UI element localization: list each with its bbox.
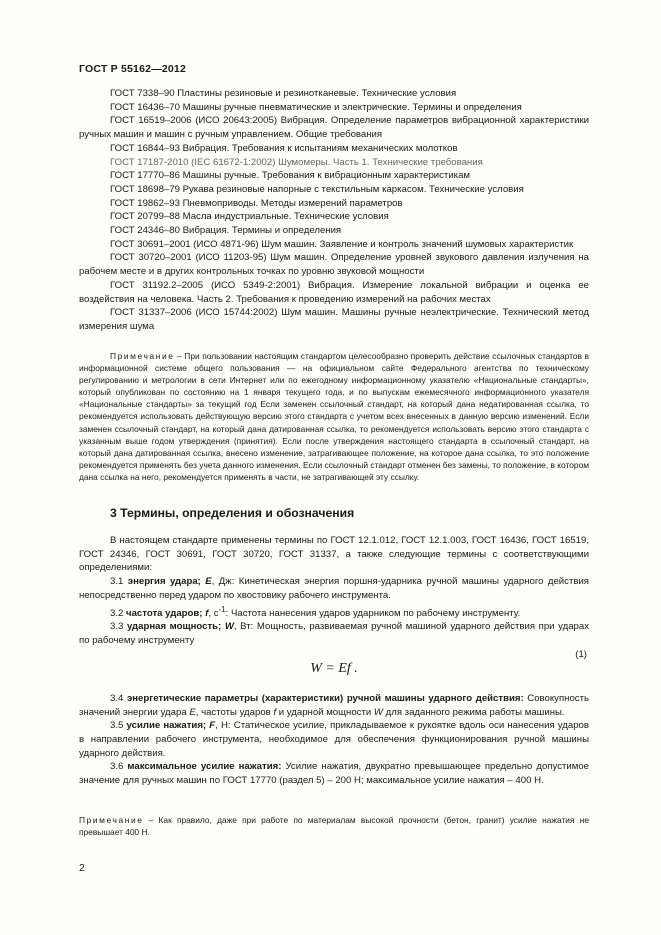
reference-item: ГОСТ 19862–93 Пневмоприводы. Методы измерений параметров	[110, 197, 403, 209]
term-name: ударная мощность;	[126, 621, 222, 633]
term-name: энергетические параметры (характеристики) ручной машины ударного действия:	[126, 692, 524, 704]
section-title: 3 Термины, определения и обозначения	[110, 506, 355, 520]
note-label: Примечание	[110, 351, 175, 361]
note-text: – Как правило, даже при работе по материалам высокой прочности (бетон, гранит) усилие нажатия не превышает 400 Н.	[79, 815, 589, 838]
reference-item: ГОСТ 18698–79 Рукава резиновые напорные с текстильным каркасом. Технические условия	[110, 183, 524, 195]
reference-item: ГОСТ 16436–70 Машины ручные пневматические и электрические. Термины и определения	[110, 101, 522, 113]
term-symbol: W	[224, 621, 234, 633]
reference-item: ГОСТ 31337–2006 (ИСО 15744:2002) Шум машин. Машины ручные неэлектрические. Технический метод измерения шума	[79, 307, 589, 332]
reference-item: ГОСТ 30691–2001 (ИСО 4871-96) Шум машин. Заявление и контроль значений шумовых характеристик	[110, 238, 574, 250]
term-3-6: 3.6 максимальное усилие нажатия: Усилие нажатия, двукратно превышающее предельно допустимое значение для ручных машин по ГОСТ 17770 (раздел 5) – 200 Н; максимальное усилие нажатия – 400 Н.	[79, 761, 590, 787]
term-symbol: F	[209, 720, 216, 732]
term-name: максимальное усилие нажатия:	[127, 761, 282, 773]
formula-number: (1)	[575, 648, 587, 660]
reference-item-gray: ГОСТ 17187-2010 (IEC 61672-1:2002) Шумомеры. Часть 1. Технические требования	[110, 156, 483, 168]
reference-item: ГОСТ 7338–90 Пластины резиновые и резинотканевые. Технические условия	[110, 88, 457, 99]
reference-item: ГОСТ 20799–88 Масла индустриальные. Технические условия	[110, 211, 389, 223]
reference-item: ГОСТ 31192.2–2005 (ИСО 5349-2:2001) Вибрация. Измерение локальной вибрации и оценка ее воздействия на человека. Часть 2. Требования к проведению измерений на рабочих местах	[79, 279, 589, 305]
normative-references-list	[79, 87, 589, 334]
term-symbol: f	[205, 607, 209, 619]
document-header: ГОСТ Р 55162—2012	[79, 63, 187, 75]
terms-body	[79, 534, 589, 788]
page-number: 2	[79, 862, 85, 874]
term-symbol: E	[205, 576, 212, 588]
term-3-2: 3.2 частота ударов; f, $с^{-1}$: Частота нанесения ударов ударником по рабочему инструменту.	[110, 604, 521, 619]
term-name: частота ударов;	[126, 607, 203, 619]
term-name: усилие нажатия;	[126, 720, 207, 732]
term-name: энергия удара;	[127, 576, 201, 588]
terms-intro: В настоящем стандарте применены термины по ГОСТ 12.1.012, ГОСТ 12.1.003, ГОСТ 16436, ГОСТ 16519, ГОСТ 24346, ГОСТ 30691, ГОСТ 30720, ГОСТ 31337, а также следующие термины с соответствующими определениями:	[79, 535, 589, 574]
note-text: – При пользовании настоящим стандартом целесообразно проверить действие ссылочных стандартов в информационной системе общего пользования — на официальном сайте Федерального агентства по техническому регулированию и метрологии в сети Интернет или по ежегодному информационному указателю «Национальные стандарты», который опубликован по состоянию на 1 января текущего года, и по выпускам ежемесячного информационного указателя «Национальные стандарты» за текущий год Если заменен ссылочный стандарт, на который дана недатированная ссылка, то рекомендуется использовать действующую версию этого стандарта с учетом всех внесенных в данную версию изменений. Если заменен ссылочный стандарт, на который дана датированная ссылка, то рекомендуется использовать версию этого стандарта с указанным выше годом утверждения (принятия). Если после утверждения настоящего стандарта в ссылочный стандарт, на который дана датированная ссылка, внесено изменение, затрагивающее положение, на которое дана ссылка, то это положение рекомендуется применять без учета данного изменения. Если ссылочный стандарт отменен без замены, то положение, в котором дана ссылка на него, рекомендуется применять в части, не затрагивающей эту ссылку.	[79, 351, 589, 482]
reference-item: ГОСТ 24346–80 Вибрация. Термины и определения	[110, 225, 342, 237]
reference-item: ГОСТ 16844–93 Вибрация. Требования к испытаниям механических молотков	[110, 142, 458, 154]
formula-block	[79, 648, 589, 692]
term-3-3: 3.3 ударная мощность; W, Вт: Мощность, развиваемая ручной машиной ударного действия при ударах по рабочему инструменту	[79, 621, 590, 647]
note-references	[79, 350, 589, 483]
term-3-5: 3.5 усилие нажатия; F, Н: Статическое усилие, прикладываемое к рукоятке вдоль оси нанесения ударов в направлении рабочего инструмента, необходимое для обеспечения функционирования ручной машины ударного действия.	[79, 720, 589, 759]
formula: W = Ef .	[310, 660, 358, 676]
note-label: Примечание	[79, 815, 144, 825]
term-3-4: 3.4 энергетические параметры (характеристики) ручной машины ударного действия: Совокупность значений энергии удара E, частоты ударов f и ударной мощности W для заданного режима работы машины.	[79, 692, 589, 718]
term-3-1: 3.1 энергия удара; E, Дж: Кинетическая энергия поршня-ударника ручной машины ударного действия непосредственно перед ударом по хвостовику рабочего инструмента.	[79, 576, 590, 601]
reference-item: ГОСТ 16519–2006 (ИСО 20643:2005) Вибрация. Определение параметров вибрационной характеристики ручных машин и машин с ручным управлением. Общие требования	[79, 115, 589, 141]
reference-item: ГОСТ 30720–2001 (ИСО 11203-95) Шум машин. Определение уровней звукового давления излучения на рабочем месте и в других контрольных точках по уровню звуковой мощности	[79, 252, 589, 278]
reference-item: ГОСТ 17770–86 Машины ручные. Требования к вибрационным характеристикам	[110, 170, 471, 182]
note-force	[79, 814, 589, 838]
